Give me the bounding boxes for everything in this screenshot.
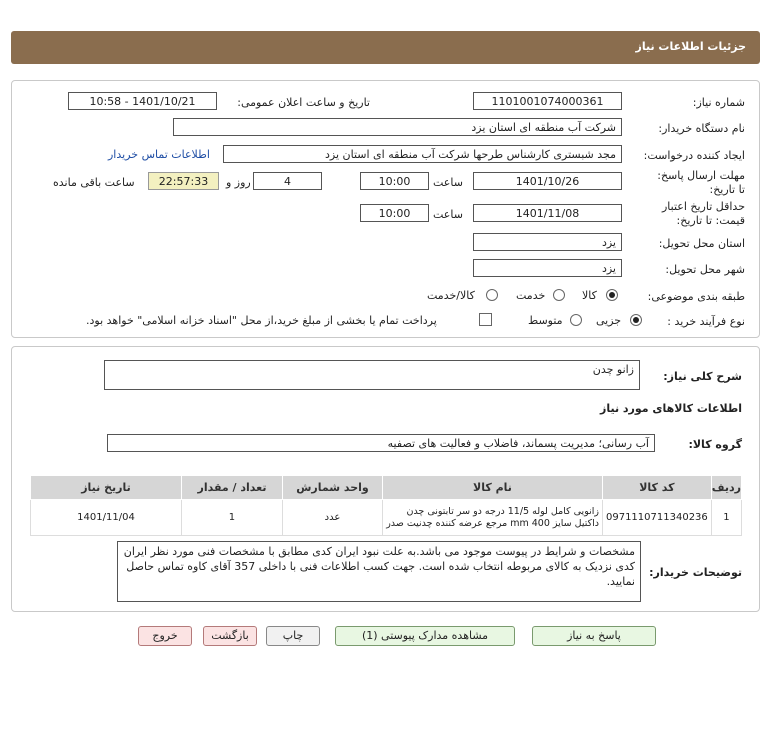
purchase-radio-medium[interactable]: [570, 314, 582, 326]
purchase-radio-minor[interactable]: [630, 314, 642, 326]
treasury-payment-checkbox[interactable]: [479, 313, 492, 326]
col-date: تاریخ نیاز: [31, 476, 182, 500]
summary-field: زانو چدن: [104, 360, 640, 390]
cell-code: 0971110711340236: [602, 500, 711, 536]
back-button[interactable]: بازگشت: [203, 626, 257, 646]
category-radio-goods[interactable]: [606, 289, 618, 301]
col-code: کد کالا: [602, 476, 711, 500]
creator-field: مجد شبستری کارشناس طرحها شرکت آب منطقه ای استان یزد: [223, 145, 622, 163]
validity-label: حداقل تاریخ اعتبار قیمت: تا تاریخ:: [661, 200, 745, 227]
cell-unit: عدد: [282, 500, 382, 536]
category-radio-goods-service[interactable]: [486, 289, 498, 301]
category-option-goods: کالا: [582, 289, 597, 302]
reply-date-field: 1401/10/26: [473, 172, 622, 190]
cell-qty: 1: [181, 500, 282, 536]
city-label: شهر محل تحویل:: [665, 263, 745, 276]
purchase-type-label: نوع فرآیند خرید :: [667, 315, 745, 328]
cell-date: 1401/11/04: [31, 500, 182, 536]
goods-group-field: آب رسانی؛ مدیریت پسماند، فاضلاب و فعالیت های تصفیه: [107, 434, 655, 452]
col-qty: تعداد / مقدار: [181, 476, 282, 500]
validity-time-field: 10:00: [360, 204, 429, 222]
buyer-notes-label: توضیحات خریدار:: [649, 566, 742, 579]
cell-row: 1: [711, 500, 741, 536]
cell-name: زانویی کامل لوله 11/5 درجه دو سر تابتونی چدن داکتیل سایز 400 mm مرجع عرضه کننده چدنیت صدر: [382, 500, 602, 536]
validity-date-field: 1401/11/08: [473, 204, 622, 222]
goods-info-title: اطلاعات کالاهای مورد نیاز: [600, 402, 742, 415]
buyer-contact-link[interactable]: اطلاعات تماس خریدار: [108, 148, 210, 161]
category-radio-service[interactable]: [553, 289, 565, 301]
days-label: روز و: [226, 176, 251, 189]
exit-button[interactable]: خروج: [138, 626, 192, 646]
buyer-label: نام دستگاه خریدار:: [658, 122, 745, 135]
need-number-label: شماره نیاز:: [692, 96, 745, 109]
category-option-goods-service: کالا/خدمت: [427, 289, 475, 302]
remaining-time-field: 22:57:33: [148, 172, 219, 190]
table-row[interactable]: [31, 500, 742, 536]
announce-label: تاریخ و ساعت اعلان عمومی:: [237, 96, 370, 109]
col-unit: واحد شمارش: [282, 476, 382, 500]
city-field: یزد: [473, 259, 622, 277]
col-name: نام کالا: [382, 476, 602, 500]
category-label: طبقه بندی موضوعی:: [647, 290, 745, 303]
page-title: جزئیات اطلاعات نیاز: [635, 40, 746, 53]
province-field: یزد: [473, 233, 622, 251]
purchase-option-medium: متوسط: [528, 314, 563, 327]
treasury-payment-note: پرداخت تمام یا بخشی از مبلغ خرید،از محل "اسناد خزانه اسلامی" خواهد بود.: [86, 314, 437, 327]
buyer-field: شرکت آب منطقه ای استان یزد: [173, 118, 622, 136]
purchase-option-minor: جزیی: [596, 314, 622, 327]
reply-time-label: ساعت: [433, 176, 463, 189]
print-button[interactable]: چاپ: [266, 626, 320, 646]
province-label: استان محل تحویل:: [658, 237, 745, 250]
buyer-notes-box: مشخصات و شرایط در پیوست موجود می باشد.به علت نبود ایران کدی مطابق با مشخصات فنی مورد نظر ایران کدی نزدیک به کالای مربوطه انتخاب شده است. جهت کسب اطلاعات فنی با داخلی 357 آقای کاوه تماس حاصل نمایید.: [117, 541, 641, 602]
validity-time-label: ساعت: [433, 208, 463, 221]
days-field: 4: [253, 172, 322, 190]
creator-label: ایجاد کننده درخواست:: [643, 149, 745, 162]
goods-table: [30, 475, 742, 536]
remaining-time-label: ساعت باقی مانده: [53, 176, 135, 189]
table-header-row: [31, 476, 742, 500]
goods-group-label: گروه کالا:: [688, 438, 742, 451]
reply-deadline-label: مهلت ارسال پاسخ: تا تاریخ:: [657, 169, 745, 196]
attachments-button[interactable]: مشاهده مدارک پیوستی (1): [335, 626, 515, 646]
need-number-field: 1101001074000361: [473, 92, 622, 110]
summary-label: شرح کلی نیاز:: [663, 370, 742, 383]
reply-button[interactable]: پاسخ به نیاز: [532, 626, 656, 646]
reply-time-field: 10:00: [360, 172, 429, 190]
col-row: ردیف: [711, 476, 741, 500]
category-option-service: خدمت: [516, 289, 546, 302]
page-header: [11, 31, 760, 64]
announce-field: 1401/10/21 - 10:58: [68, 92, 217, 110]
